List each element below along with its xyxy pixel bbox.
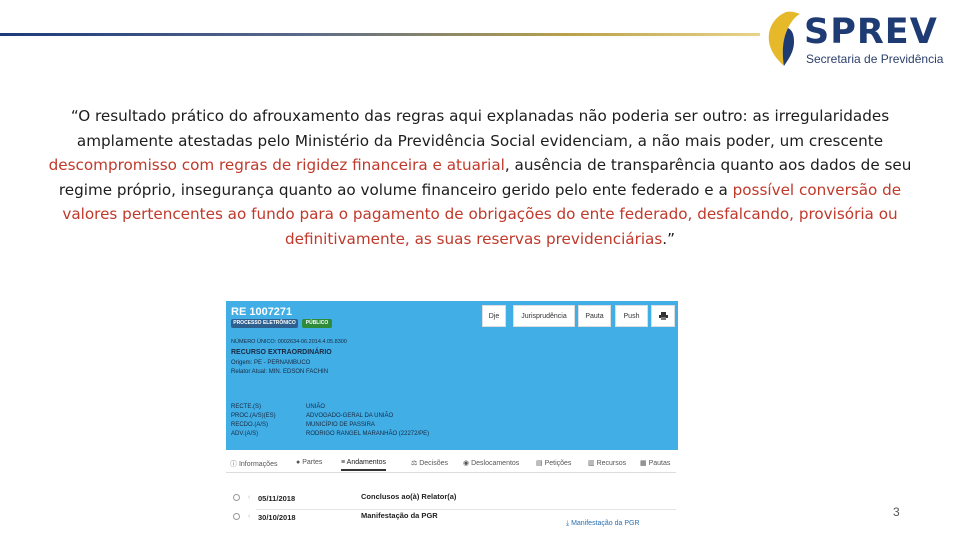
party-role: ADV.(A/S) xyxy=(231,431,259,437)
tab-label: Partes xyxy=(302,459,323,466)
tab-andamentos[interactable]: ≡ Andamentos xyxy=(341,459,386,471)
tab-pautas[interactable]: ▦ Pautas xyxy=(640,460,671,467)
tab-label: Deslocamentos xyxy=(471,460,520,467)
tab-label: Pautas xyxy=(648,460,671,467)
tab-peticoes[interactable]: ▤ Petições xyxy=(536,460,572,467)
quote-part-1: “O resultado prático do afrouxamento das regras aqui explanadas não poderia ser outro: as irregularidades amplamente atestadas pelo Ministério da Previdência Social evidenciam, a não mais poder, um crescente xyxy=(70,107,890,150)
tab-decisoes[interactable]: ⚖ Decisões xyxy=(411,460,449,467)
chevron-left-icon: ‹ xyxy=(248,513,251,520)
tab-label: Petições xyxy=(544,460,572,467)
process-origin: Origem: PE - PERNAMBUCO xyxy=(231,360,311,366)
list-item[interactable] xyxy=(226,489,678,509)
tabs-divider xyxy=(226,472,676,473)
embedded-stf-screenshot xyxy=(226,301,678,540)
andamento-date: 30/10/2018 xyxy=(258,513,296,522)
process-header xyxy=(226,301,678,450)
page-number: 3 xyxy=(893,505,900,519)
link-label: Manifestação da PGR xyxy=(571,520,640,527)
party-name: ADVOGADO-GERAL DA UNIÃO xyxy=(306,413,394,419)
quote-text xyxy=(40,104,920,251)
manifestacao-pgr-link[interactable] xyxy=(566,520,640,528)
party-role: RECDO.(A/S) xyxy=(231,422,269,428)
andamento-date: 05/11/2018 xyxy=(258,494,296,503)
tab-partes[interactable]: ● Partes xyxy=(296,459,323,466)
tab-deslocamentos[interactable]: ◉ Deslocamentos xyxy=(463,460,520,467)
print-icon xyxy=(659,312,668,320)
andamento-desc: Conclusos ao(à) Relator(a) xyxy=(361,492,457,501)
download-icon: ⤓ xyxy=(566,520,570,527)
party-name: RODRIGO RANGEL MARANHÃO (22272/PE) xyxy=(306,431,430,437)
numero-unico: NÚMERO ÚNICO: 0002634-06.2014.4.05.8300 xyxy=(231,339,347,345)
chevron-left-icon: ‹ xyxy=(248,494,251,501)
tab-label: Andamentos xyxy=(346,459,386,466)
timeline-dot-icon xyxy=(233,494,240,501)
quote-highlight-2: possível conversão de valores pertencentes ao fundo para o pagamento de obrigações do ente federado, desfalcando, provisória ou definitivamente, as suas reservas previdenciárias xyxy=(62,180,902,248)
process-tabs xyxy=(226,455,678,473)
badge-eletronico: PROCESSO ELETRÔNICO xyxy=(231,319,298,328)
pauta-button[interactable]: Pauta xyxy=(578,305,611,327)
jurisprudencia-button[interactable]: Jurisprudência xyxy=(513,305,575,327)
quote-highlight-1: descompromisso com regras de rigidez financeira e atuarial xyxy=(48,156,505,174)
dje-button[interactable]: Dje xyxy=(482,305,506,327)
party-role: PROC.(A/S)(ES) xyxy=(231,413,276,419)
timeline-dot-icon xyxy=(233,513,240,520)
quote-part-2: , ausência de transparência quanto aos dados de seu regime próprio, insegurança quanto ao volume financeiro gerido pelo ente federado e a xyxy=(58,156,912,199)
tab-recursos[interactable]: ▥ Recursos xyxy=(588,460,627,467)
quote-part-3: .” xyxy=(662,229,675,248)
header-rule xyxy=(0,33,760,36)
logo-wordmark: SPREV xyxy=(804,12,938,52)
badge-publico: PÚBLICO xyxy=(302,319,332,328)
tab-label: Recursos xyxy=(596,460,627,467)
andamento-desc: Manifestação da PGR xyxy=(361,511,438,520)
party-name: MUNICÍPIO DE PASSIRA xyxy=(306,422,375,428)
party-name: UNIÃO xyxy=(306,404,326,410)
process-class: RECURSO EXTRAORDINÁRIO xyxy=(231,349,332,356)
sprev-logo xyxy=(762,6,952,70)
tab-label: Informações xyxy=(238,461,278,468)
sprev-logo-mark-icon xyxy=(764,10,806,68)
list-item[interactable] xyxy=(226,508,678,528)
print-button[interactable] xyxy=(651,305,675,327)
process-title: RE 1007271 xyxy=(231,306,293,318)
party-role: RECTE.(S) xyxy=(231,404,261,410)
process-relator: Relator Atual: MIN. EDSON FACHIN xyxy=(231,369,329,375)
tab-label: Decisões xyxy=(419,460,449,467)
tab-informacoes[interactable]: ⓘ Informações xyxy=(230,461,278,468)
logo-subtitle: Secretaria de Previdência xyxy=(806,52,944,66)
push-button[interactable]: Push xyxy=(615,305,648,327)
